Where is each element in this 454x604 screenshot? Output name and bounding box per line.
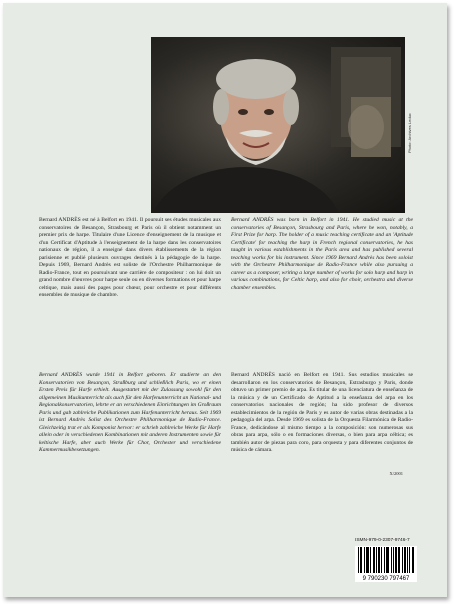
barcode-bar bbox=[388, 547, 389, 573]
barcode-bar bbox=[381, 547, 382, 573]
barcode-digits: 9 790230 797467 bbox=[362, 576, 410, 582]
barcode-bar bbox=[367, 547, 368, 573]
barcode-bar bbox=[402, 547, 403, 573]
barcode-bar bbox=[370, 547, 371, 573]
composer-portrait-photo bbox=[151, 37, 405, 213]
barcode-bar bbox=[376, 547, 377, 573]
barcode-bar bbox=[368, 547, 369, 573]
barcode-bar bbox=[412, 547, 413, 573]
barcode-bar bbox=[374, 547, 375, 573]
barcode-bar bbox=[404, 547, 405, 573]
biography-spanish: Bernard ANDRÈS nació en Belfort en 1941. Sus estudios musicales se desarrollaron en los conservatorios de Besançon, Estrasburgo y Paris, donde obtuvo un primer premio de arpa. Es titular de una licenciatura de enseñanza de la música y de un Certificado de Aptitud a la enseñanza del arpa en los conservatorios nacionales de región; ha sido profesor de diversos establecimientos de la región de París y es autor de varias obras destinadas a la pedagogía del arpa. Desde 1969 es solista de la Orquesta Filarmónica de Radio-France, dedicándose al mismo tiempo a la composición: son numerosas sus obras para arpa, sólo o en formaciones diversas, o bien para arpa céltica; es también autor de piezas para coro, para orquesta y para diferentes conjuntos de música de cámara. bbox=[231, 372, 413, 453]
barcode-bar bbox=[393, 547, 394, 573]
barcode-bar bbox=[405, 547, 406, 573]
barcode-bar bbox=[386, 547, 387, 573]
barcode-bar bbox=[396, 547, 397, 573]
barcode-bar bbox=[413, 547, 414, 573]
barcode-bars bbox=[355, 546, 417, 582]
barcode-bar bbox=[387, 547, 388, 573]
barcode-bar bbox=[407, 547, 408, 573]
biography-german: Bernard ANDRÈS wurde 1941 in Belfort geboren. Er studierte an den Konservatorien von Besançon, Straßburg und schließlich Paris, wo er einen Ersten Preis für Harfe erhielt. Ausgestattet mit der Zulassung sowohl für den allgemeinen Musikunterricht als auch für den Harfenunterricht an National- und Regionalkonservatorien, lehrte er an verschiedenen Einrichtungen im Großraum Paris und gab zahlreiche Publikationen zum Harfenunterricht heraus. Seit 1969 ist Bernard Andrès Solist des Orchestre Philharmonique de Radio-France. Gleichzeitig trat er als Komponist hervor: er schrieb zahlreiche Werke für Harfe allein oder in verschiedenen Kombinationen mit anderen Instrumenten sowie für keltische Harfe, aber auch Werke für Chor, Orchester und verschiedene Kammermusikbesetzungen. bbox=[39, 372, 221, 453]
catalog-number: X/2001 bbox=[389, 471, 403, 476]
barcode-bar bbox=[384, 547, 385, 573]
barcode-bar bbox=[391, 547, 392, 573]
barcode-bar bbox=[366, 547, 367, 573]
barcode-bar bbox=[379, 547, 380, 573]
barcode-bar bbox=[409, 547, 410, 573]
portrait-illustration bbox=[151, 37, 405, 213]
barcode-bar bbox=[360, 547, 361, 573]
barcode-bar bbox=[398, 547, 399, 573]
barcode-bar bbox=[373, 547, 374, 573]
barcode-bar bbox=[395, 547, 396, 573]
back-cover-page bbox=[3, 3, 447, 597]
photo-credit: Photo: Archives Leduc bbox=[407, 113, 412, 153]
barcode-bar bbox=[364, 547, 365, 573]
barcode-bar bbox=[378, 547, 379, 573]
barcode-bar bbox=[358, 547, 359, 573]
barcode-bar bbox=[361, 547, 362, 573]
ismn-label: ISMN-979-0-2307-9746-7 bbox=[355, 538, 410, 543]
barcode bbox=[355, 546, 417, 582]
barcode-bar bbox=[399, 547, 400, 573]
biography-english: Bernard ANDRÈS was born in Belfort in 1941. He studied music at the conservatories of Besançon, Strasbourg and Paris, where he won, notably, a First Prize for harp. The holder of a music teaching certificate and an 'Aptitude Certificate' for teaching the harp in French regional conservatories, he has taught in various establishments in the Paris area and has published several teaching works for his instrument. Since 1969 Bernard Andrès has been soloist with the Orchestre Philharmonique de Radio-France while also pursuing a career as a composer, writing a large number of works for solo harp and harp in various combinations, for Celtic harp, and also for choir, orchestra and diverse chamber ensembles. bbox=[231, 217, 413, 291]
biography-french: Bernard ANDRÈS est né à Belfort en 1941. Il poursuit ses études musicales aux conservatoires de Besançon, Strasbourg et Paris où il obtient notamment un premier prix de harpe. Titulaire d'une Licence d'enseignement de la musique et d'un Certificat d'Aptitude à l'enseignement de la harpe dans les conservatoires nationaux de région, il a enseigné dans divers établissements de la région parisienne et publié plusieurs ouvrages destinés à la pédagogie de la harpe. Depuis 1969, Bernard Andrès est soliste de l'Orchestre Philharmonique de Radio-France, tout en poursuivant une carrière de compositeur : on lui doit un grand nombre d'œuvres pour harpe seule ou en diverses formations et pour harpe celtique, mais aussi des pages pour chœur, pour orchestre et pour différents ensembles de musique de chambre. bbox=[39, 217, 221, 298]
